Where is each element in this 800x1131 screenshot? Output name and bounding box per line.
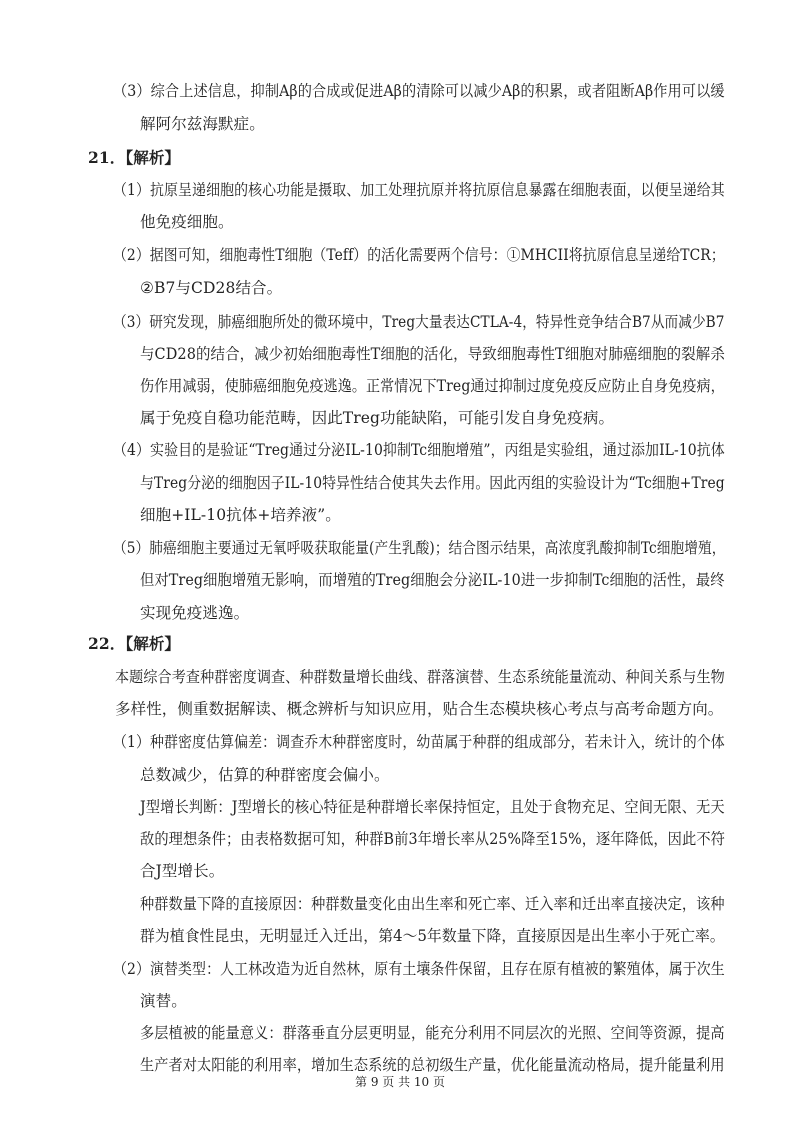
q21-p3-line-4: 属于免疫自稳功能范畴，因此Treg功能缺陷，可能引发自身免疫病。	[140, 409, 615, 427]
q22-p1b-line-2: 敌的理想条件；由表格数据可知，种群B前3年增长率从25%降至15%，逐年降低，因此不符	[140, 830, 725, 848]
q21-p4-line-3: 细胞+IL-10抗体+培养液”。	[140, 506, 341, 524]
q22-p2-line-1: （2）演替类型：人工林改造为近自然林，原有土壤条件保留，且存在原有植被的繁殖体，属于次生	[113, 960, 725, 978]
q22-p1-line-2: 总数减少，估算的种群密度会偏小。	[140, 766, 390, 784]
q22-p1c-line-2: 群为植食性昆虫，无明显迁入迁出，第4～5年数量下降，直接原因是出生率小于死亡率。	[140, 927, 725, 945]
q20-p3-line-1: （3）综合上述信息，抑制Aβ的合成或促进Aβ的清除可以减少Aβ的积累，或者阻断Aβ作用可以缓	[113, 82, 725, 100]
q21-p5-line-2: 但对Treg细胞增殖无影响，而增殖的Treg细胞会分泌IL-10进一步抑制Tc细胞的活性，最终	[140, 571, 725, 589]
q22-p1-line-1: （1）种群密度估算偏差：调查乔木种群密度时，幼苗属于种群的组成部分，若未计入，统计的个体	[113, 733, 725, 751]
q22-intro-line-1: 本题综合考查种群密度调查、种群数量增长曲线、群落演替、生态系统能量流动、种间关系与生物	[115, 668, 725, 686]
q22-p1c-line-1: 种群数量下降的直接原因：种群数量变化由出生率和死亡率、迁入率和迁出率直接决定，该种	[140, 895, 725, 913]
q22-p2-line-2: 演替。	[140, 992, 187, 1010]
q21-p5-line-1: （5）肺癌细胞主要通过无氧呼吸获取能量(产生乳酸)；结合图示结果，高浓度乳酸抑制Tc细胞增殖，	[113, 539, 726, 557]
q21-p1-line-1: （1）抗原呈递细胞的核心功能是摄取、加工处理抗原并将抗原信息暴露在细胞表面，以便呈递给其	[113, 181, 725, 199]
q21-p4-line-2: 与Treg分泌的细胞因子IL-10特异性结合使其失去作用。因此丙组的实验设计为“Tc细胞+Treg	[140, 474, 725, 492]
q21-p1-line-2: 他免疫细胞。	[140, 213, 234, 231]
page-footer: 第 9 页 共 10 页	[355, 1075, 445, 1089]
q21-p3-line-2: 与CD28的结合，减少初始细胞毒性T细胞的活化，导致细胞毒性T细胞对肺癌细胞的裂解杀	[140, 345, 725, 363]
q22-p1b-line-3: 合J型增长。	[140, 862, 225, 880]
q21-p2-line-1: （2）据图可知，细胞毒性T细胞（Teff）的活化需要两个信号：①MHCII将抗原信息呈递给TCR；	[113, 246, 725, 264]
q21-p4-line-1: （4）实验目的是验证“Treg通过分泌IL-10抑制Tc细胞增殖”，丙组是实验组，通过添加IL-10抗体	[113, 441, 725, 459]
q21-p5-line-3: 实现免疫逃逸。	[140, 604, 250, 622]
q20-p3-line-2: 解阿尔兹海默症。	[140, 115, 265, 133]
q21-heading: 21．【解析】	[88, 148, 181, 167]
q22-intro-line-2: 多样性，侧重数据解读、概念辨析与知识应用，贴合生态模块核心考点与高考命题方向。	[115, 700, 724, 718]
q22-heading: 22．【解析】	[88, 634, 181, 653]
q21-p2-line-2: ②B7与CD28结合。	[140, 279, 283, 297]
q21-p3-line-3: 伤作用减弱，使肺癌细胞免疫逃逸。正常情况下Treg通过抑制过度免疫反应防止自身免疫病，	[140, 377, 725, 395]
q21-p3-line-1: （3）研究发现，肺癌细胞所处的微环境中，Treg大量表达CTLA-4，特异性竞争结合B7从而减少B7	[113, 313, 725, 331]
q22-p2b-line-2: 生产者对太阳能的利用率，增加生态系统的总初级生产量，优化能量流动格局，提升能量利用	[140, 1056, 725, 1074]
q22-p1b-line-1: J型增长判断：J型增长的核心特征是种群增长率保持恒定，且处于食物充足、空间无限、无天	[140, 798, 725, 816]
q22-p2b-line-1: 多层植被的能量意义：群落垂直分层更明显，能充分利用不同层次的光照、空间等资源，提高	[140, 1024, 725, 1042]
